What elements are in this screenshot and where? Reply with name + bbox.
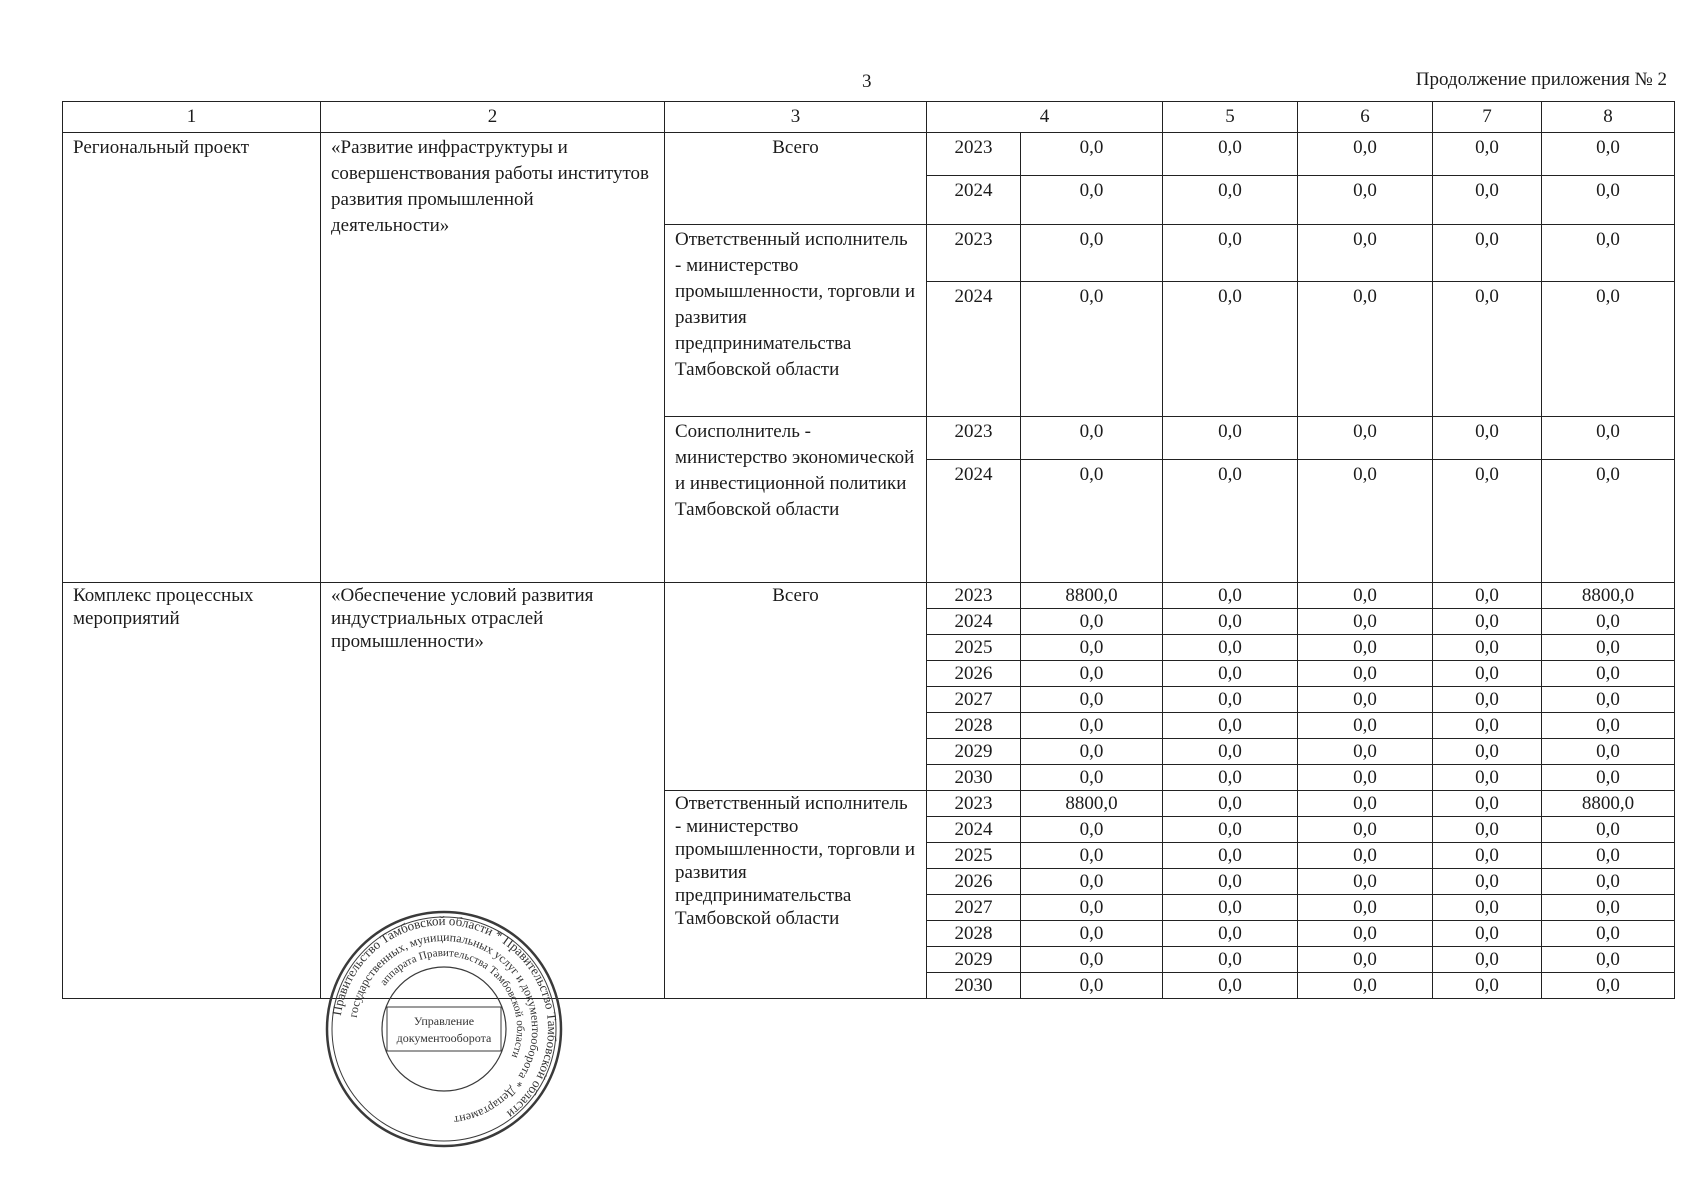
group-label-cell: Ответственный исполнитель - министерство промышленности, торговли и развития предпринимательства Тамбовской области <box>665 791 927 999</box>
year-cell: 2026 <box>927 661 1021 687</box>
value-cell: 0,0 <box>1298 661 1433 687</box>
value-cell: 0,0 <box>1433 765 1542 791</box>
value-cell: 0,0 <box>1163 921 1298 947</box>
value-cell: 0,0 <box>1021 817 1163 843</box>
value-cell: 0,0 <box>1298 921 1433 947</box>
value-cell: 0,0 <box>1163 583 1298 609</box>
value-cell: 0,0 <box>1021 713 1163 739</box>
value-cell: 8800,0 <box>1021 583 1163 609</box>
year-cell: 2023 <box>927 225 1021 282</box>
value-cell: 0,0 <box>1433 417 1542 460</box>
year-cell: 2030 <box>927 765 1021 791</box>
value-cell: 8800,0 <box>1542 583 1675 609</box>
value-cell: 0,0 <box>1542 460 1675 583</box>
value-cell: 0,0 <box>1298 973 1433 999</box>
value-cell: 0,0 <box>1021 609 1163 635</box>
value-cell: 0,0 <box>1433 817 1542 843</box>
value-cell: 0,0 <box>1542 843 1675 869</box>
value-cell: 0,0 <box>1433 460 1542 583</box>
value-cell: 0,0 <box>1021 843 1163 869</box>
value-cell: 0,0 <box>1542 635 1675 661</box>
value-cell: 0,0 <box>1433 973 1542 999</box>
value-cell: 0,0 <box>1163 947 1298 973</box>
value-cell: 0,0 <box>1542 947 1675 973</box>
block-name-cell: «Обеспечение условий развития индустриальных отраслей промышленности» <box>321 583 665 999</box>
table-row <box>63 583 1675 609</box>
value-cell: 0,0 <box>1021 895 1163 921</box>
year-cell: 2024 <box>927 176 1021 225</box>
value-cell: 0,0 <box>1021 635 1163 661</box>
seal-outer-ring-text: Правительство Тамбовской области * Правительство Тамбовской области <box>328 912 561 1122</box>
year-cell: 2029 <box>927 947 1021 973</box>
value-cell: 0,0 <box>1433 739 1542 765</box>
seal-center-line-2: документооборота <box>396 1031 492 1045</box>
value-cell: 0,0 <box>1021 739 1163 765</box>
value-cell: 0,0 <box>1542 661 1675 687</box>
value-cell: 0,0 <box>1163 895 1298 921</box>
value-cell: 0,0 <box>1433 895 1542 921</box>
value-cell: 0,0 <box>1298 583 1433 609</box>
value-cell: 0,0 <box>1163 133 1298 176</box>
value-cell: 0,0 <box>1542 225 1675 282</box>
group-label-cell: Всего <box>665 133 927 225</box>
value-cell: 0,0 <box>1021 687 1163 713</box>
value-cell: 0,0 <box>1542 713 1675 739</box>
value-cell: 0,0 <box>1433 225 1542 282</box>
year-cell: 2027 <box>927 687 1021 713</box>
block-type-cell: Региональный проект <box>63 133 321 583</box>
value-cell: 0,0 <box>1298 791 1433 817</box>
value-cell: 0,0 <box>1433 133 1542 176</box>
value-cell: 0,0 <box>1163 176 1298 225</box>
value-cell: 0,0 <box>1298 947 1433 973</box>
year-cell: 2028 <box>927 713 1021 739</box>
year-cell: 2023 <box>927 791 1021 817</box>
year-cell: 2028 <box>927 921 1021 947</box>
seal-inner-ring-text: аппарата Правительства Тамбовской области <box>377 946 527 1060</box>
value-cell: 0,0 <box>1542 282 1675 417</box>
seal-center-line-1: Управление <box>413 1014 475 1028</box>
column-header: 1 <box>63 102 321 133</box>
value-cell: 0,0 <box>1298 176 1433 225</box>
value-cell: 0,0 <box>1163 225 1298 282</box>
value-cell: 0,0 <box>1298 869 1433 895</box>
block-type-cell: Комплекс процессных мероприятий <box>63 583 321 999</box>
table-row <box>63 133 1675 176</box>
value-cell: 0,0 <box>1298 895 1433 921</box>
value-cell: 0,0 <box>1021 176 1163 225</box>
value-cell: 0,0 <box>1021 947 1163 973</box>
value-cell: 0,0 <box>1163 635 1298 661</box>
value-cell: 0,0 <box>1542 869 1675 895</box>
year-cell: 2029 <box>927 739 1021 765</box>
value-cell: 0,0 <box>1163 282 1298 417</box>
value-cell: 0,0 <box>1542 609 1675 635</box>
value-cell: 0,0 <box>1163 869 1298 895</box>
value-cell: 0,0 <box>1021 133 1163 176</box>
year-cell: 2025 <box>927 843 1021 869</box>
seal-graphic <box>325 910 563 1148</box>
year-cell: 2030 <box>927 973 1021 999</box>
value-cell: 0,0 <box>1298 843 1433 869</box>
value-cell: 0,0 <box>1021 765 1163 791</box>
value-cell: 0,0 <box>1298 713 1433 739</box>
value-cell: 0,0 <box>1433 713 1542 739</box>
year-cell: 2023 <box>927 133 1021 176</box>
value-cell: 0,0 <box>1021 973 1163 999</box>
value-cell: 0,0 <box>1542 176 1675 225</box>
value-cell: 0,0 <box>1163 843 1298 869</box>
value-cell: 0,0 <box>1298 609 1433 635</box>
value-cell: 0,0 <box>1163 739 1298 765</box>
value-cell: 0,0 <box>1433 583 1542 609</box>
value-cell: 0,0 <box>1542 973 1675 999</box>
year-cell: 2023 <box>927 417 1021 460</box>
value-cell: 0,0 <box>1021 225 1163 282</box>
value-cell: 0,0 <box>1433 176 1542 225</box>
value-cell: 8800,0 <box>1021 791 1163 817</box>
value-cell: 0,0 <box>1298 635 1433 661</box>
value-cell: 0,0 <box>1433 921 1542 947</box>
group-label-cell: Соисполнитель - министерство экономической и инвестиционной политики Тамбовской области <box>665 417 927 583</box>
appendix-continuation-note: Продолжение приложения № 2 <box>1415 69 1667 90</box>
value-cell: 0,0 <box>1163 661 1298 687</box>
value-cell: 0,0 <box>1298 460 1433 583</box>
value-cell: 0,0 <box>1433 661 1542 687</box>
value-cell: 0,0 <box>1542 921 1675 947</box>
group-label-cell: Всего <box>665 583 927 791</box>
value-cell: 0,0 <box>1163 713 1298 739</box>
column-header: 5 <box>1163 102 1298 133</box>
value-cell: 0,0 <box>1163 973 1298 999</box>
value-cell: 0,0 <box>1433 947 1542 973</box>
column-header: 4 <box>927 102 1163 133</box>
value-cell: 0,0 <box>1298 765 1433 791</box>
value-cell: 0,0 <box>1298 225 1433 282</box>
value-cell: 0,0 <box>1021 460 1163 583</box>
year-cell: 2024 <box>927 282 1021 417</box>
value-cell: 0,0 <box>1542 895 1675 921</box>
value-cell: 0,0 <box>1163 791 1298 817</box>
value-cell: 0,0 <box>1433 843 1542 869</box>
value-cell: 0,0 <box>1021 282 1163 417</box>
value-cell: 0,0 <box>1542 739 1675 765</box>
value-cell: 0,0 <box>1433 609 1542 635</box>
value-cell: 0,0 <box>1163 417 1298 460</box>
value-cell: 0,0 <box>1163 687 1298 713</box>
value-cell: 0,0 <box>1298 687 1433 713</box>
value-cell: 0,0 <box>1163 765 1298 791</box>
value-cell: 0,0 <box>1542 417 1675 460</box>
value-cell: 0,0 <box>1021 869 1163 895</box>
year-cell: 2026 <box>927 869 1021 895</box>
value-cell: 0,0 <box>1542 817 1675 843</box>
column-header: 2 <box>321 102 665 133</box>
value-cell: 0,0 <box>1163 817 1298 843</box>
value-cell: 0,0 <box>1433 791 1542 817</box>
value-cell: 0,0 <box>1163 460 1298 583</box>
value-cell: 0,0 <box>1542 133 1675 176</box>
value-cell: 0,0 <box>1298 817 1433 843</box>
block-name-cell: «Развитие инфраструктуры и совершенствования работы институтов развития промышленной деятельности» <box>321 133 665 583</box>
value-cell: 0,0 <box>1542 687 1675 713</box>
column-header: 8 <box>1542 102 1675 133</box>
value-cell: 0,0 <box>1021 417 1163 460</box>
value-cell: 0,0 <box>1021 661 1163 687</box>
value-cell: 0,0 <box>1163 609 1298 635</box>
value-cell: 0,0 <box>1433 635 1542 661</box>
year-cell: 2024 <box>927 817 1021 843</box>
year-cell: 2024 <box>927 609 1021 635</box>
value-cell: 0,0 <box>1542 765 1675 791</box>
value-cell: 0,0 <box>1298 739 1433 765</box>
column-header: 3 <box>665 102 927 133</box>
column-header: 6 <box>1298 102 1433 133</box>
page-number: 3 <box>862 71 872 92</box>
budget-table <box>62 101 1675 999</box>
seal-middle-ring-text: государственных, муниципальных услуг и документооборота * Департамент <box>345 929 544 1128</box>
group-label-cell: Ответственный исполнитель - министерство промышленности, торговли и развития предпринимательства Тамбовской области <box>665 225 927 417</box>
year-cell: 2023 <box>927 583 1021 609</box>
year-cell: 2025 <box>927 635 1021 661</box>
value-cell: 0,0 <box>1433 282 1542 417</box>
year-cell: 2027 <box>927 895 1021 921</box>
value-cell: 0,0 <box>1298 133 1433 176</box>
value-cell: 0,0 <box>1021 921 1163 947</box>
official-seal-stamp <box>325 910 563 1148</box>
value-cell: 0,0 <box>1298 282 1433 417</box>
column-header: 7 <box>1433 102 1542 133</box>
value-cell: 0,0 <box>1298 417 1433 460</box>
year-cell: 2024 <box>927 460 1021 583</box>
value-cell: 8800,0 <box>1542 791 1675 817</box>
column-number-row <box>63 102 1675 133</box>
value-cell: 0,0 <box>1433 869 1542 895</box>
value-cell: 0,0 <box>1433 687 1542 713</box>
